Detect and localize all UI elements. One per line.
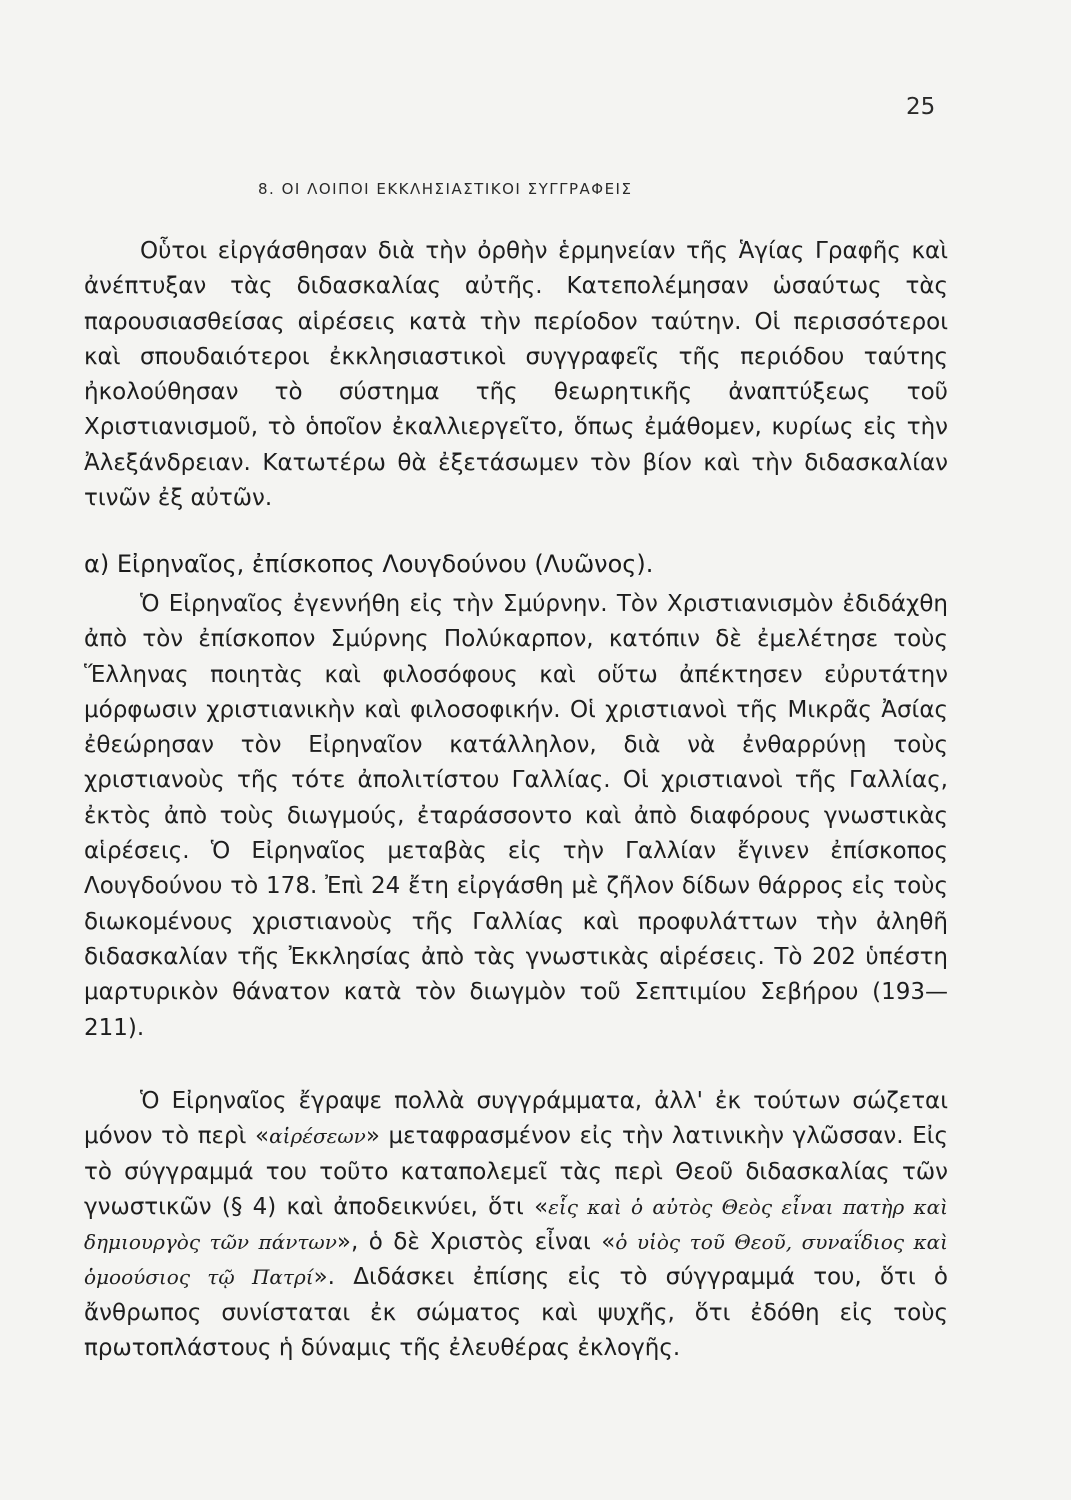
writings-text-2: » μεταφρασμένον εἰς τὴν λατινικὴν γλῶσσαν. Εἰς τὸ σύγγραμμά του τοῦτο καταπολεμεῖ τὰς περὶ Θεοῦ διδασκαλίας τῶν γνωστικῶν (§ 4) καὶ ἀποδεικνύει, ὅτι « <box>84 1123 949 1220</box>
irenaeus-writings-block <box>84 1084 948 1366</box>
section-title-irenaeus: α) Εἰρηναῖος, ἐπίσκοπος Λουγδούνου (Λυῶνος). <box>84 550 654 578</box>
quote-heresies: αἱρέσεων <box>269 1124 366 1149</box>
intro-paragraph: Οὗτοι εἰργάσθησαν διὰ τὴν ὀρθὴν ἑρμηνείαν τῆς Ἁγίας Γραφῆς καὶ ἀνέπτυξαν τὰς διδασκαλίας αὐτῆς. Κατεπολέμησαν ὡσαύτως τὰς παρουσιασθείσας αἱρέσεις κατὰ τὴν περίοδον ταύτην. Οἱ περισσότεροι καὶ σπουδαιότεροι ἐκκλησιαστικοὶ συγγραφεῖς τῆς περιόδου ταύτης ἠκολούθησαν τὸ σύστημα τῆς θεωρητικῆς ἀναπτύξεως τοῦ Χριστιανισμοῦ, τὸ ὁποῖον ἐκαλλιεργεῖτο, ὅπως ἐμάθομεν, κυρίως εἰς τὴν Ἀλεξάνδρειαν. Κατωτέρω θὰ ἐξετάσωμεν τὸν βίον καὶ τὴν διδασκαλίαν τινῶν ἐξ αὐτῶν. <box>84 238 948 512</box>
quote-son-of-god: ὁ υἱὸς τοῦ Θεοῦ, συναΐδιος καὶ ὁμοούσιος τῷ Πατρί <box>84 1230 948 1290</box>
chapter-heading: 8. ΟΙ ΛΟΙΠΟΙ ΕΚΚΛΗΣΙΑΣΤΙΚΟΙ ΣΥΓΓΡΑΦΕΙΣ <box>258 180 633 198</box>
irenaeus-writings-paragraph <box>84 1084 948 1366</box>
writings-text-1: Ὁ Εἰρηναῖος ἔγραψε πολλὰ συγγράμματα, ἀλλ' ἐκ τούτων σώζεται μόνον τὸ περὶ « <box>84 1088 948 1150</box>
writings-text-3: », ὁ δὲ Χριστὸς εἶναι « <box>336 1229 616 1256</box>
irenaeus-biography-paragraph: Ὁ Εἰρηναῖος ἐγεννήθη εἰς τὴν Σμύρνην. Τὸν Χριστιανισμὸν ἐδιδάχθη ἀπὸ τὸν ἐπίσκοπον Σμύρνης Πολύκαρπον, κατόπιν δὲ ἐμελέτησε τοὺς Ἕλληνας ποιητὰς καὶ φιλοσόφους καὶ οὕτω ἀπέκτησεν εὐρυτάτην μόρφωσιν χριστιανικὴν καὶ φιλοσοφικήν. Οἱ χριστιανοὶ τῆς Μικρᾶς Ἀσίας ἐθεώρησαν τὸν Εἰρηναῖον κατάλληλον, διὰ νὰ ἐνθαρρύνῃ τοὺς χριστιανοὺς τῆς τότε ἀπολιτίστου Γαλλίας. Οἱ χριστιανοὶ τῆς Γαλλίας, ἐκτὸς ἀπὸ τοὺς διωγμούς, ἐταράσσοντο καὶ ἀπὸ διαφόρους γνωστικὰς αἱρέσεις. Ὁ Εἰρηναῖος μεταβὰς εἰς τὴν Γαλλίαν ἔγινεν ἐπίσκοπος Λουγδούνου τὸ 178. Ἐπὶ 24 ἔτη εἰργάσθη μὲ ζῆλον δίδων θάρρος εἰς τοὺς διωκομένους χριστιανοὺς τῆς Γαλλίας καὶ προφυλάττων τὴν ἀληθῆ διδασκαλίαν τῆς Ἐκκλησίας ἀπὸ τὰς γνωστικὰς αἱρέσεις. Τὸ 202 ὑπέστη μαρτυρικὸν θάνατον κατὰ τὸν διωγμὸν τοῦ Σεπτιμίου Σεβήρου (193—211). <box>84 591 948 1041</box>
irenaeus-biography-block <box>84 587 948 1046</box>
quote-one-god: εἷς καὶ ὁ αὐτὸς Θεὸς εἶναι πατὴρ καὶ δημιουργὸς τῶν πάντων <box>84 1194 948 1255</box>
page-number: 25 <box>906 94 936 120</box>
intro-paragraph-block <box>84 234 948 516</box>
writings-text-4: ». Διδάσκει ἐπίσης εἰς τὸ σύγγραμμά του, ὅτι ὁ ἄνθρωπος συνίσταται ἐκ σώματος καὶ ψυχῆς, ὅτι ἐδόθη εἰς τοὺς πρωτοπλάστους ἡ δύναμις τῆς ἐλευθέρας ἐκλογῆς. <box>84 1264 948 1362</box>
